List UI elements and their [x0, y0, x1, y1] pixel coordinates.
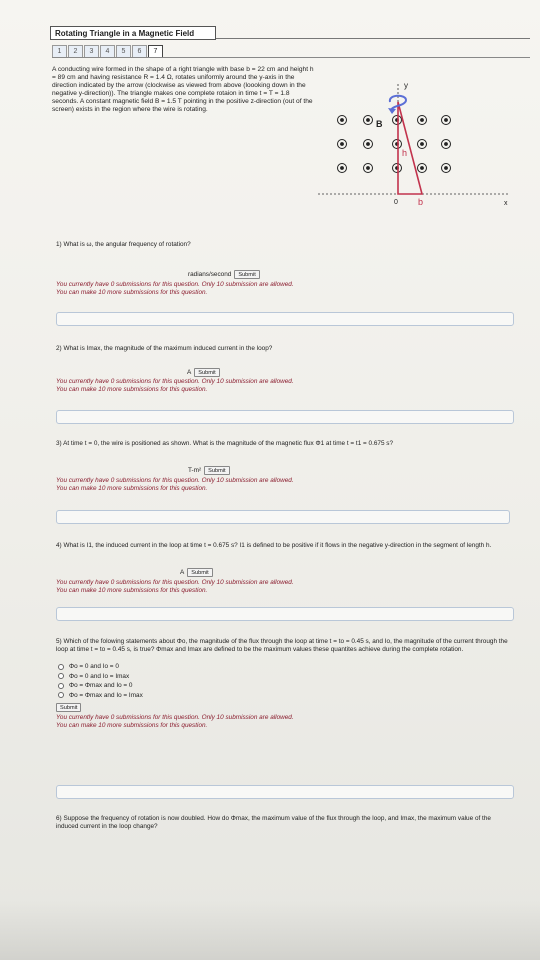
question-5-note-line2: You can make 10 more submissions for this question.	[56, 721, 208, 729]
tab-5[interactable]: 5	[116, 45, 131, 58]
question-2-note-line2: You can make 10 more submissions for this question.	[56, 385, 208, 393]
question-1-answer-row	[188, 270, 260, 279]
radio-button[interactable]	[58, 673, 64, 679]
magnetic-field-dots	[338, 116, 451, 173]
question-5-option-4[interactable]	[58, 691, 143, 701]
x-axis-label: x	[504, 200, 508, 207]
question-3-unit: T-m²	[188, 467, 202, 474]
rotation-arrow-head	[388, 108, 396, 114]
tabs-divider	[52, 57, 530, 58]
question-4-text: 4) What is I1, the induced current in the loop at time t = 0.675 s? I1 is defined to be positive if it flows in the negative y-direction in the segment of length h.	[56, 542, 492, 549]
radio-button[interactable]	[58, 683, 64, 689]
question-1-note-line2: You can make 10 more submissions for this question.	[56, 288, 208, 296]
question-1-note	[56, 281, 496, 296]
question-5-note	[56, 714, 496, 729]
question-3-feedback-box	[56, 510, 510, 524]
y-axis-label: y	[404, 81, 408, 90]
tab-2[interactable]: 2	[68, 45, 83, 58]
question-4-note-line2: You can make 10 more submissions for this question.	[56, 586, 208, 594]
question-2-unit: A	[187, 369, 192, 376]
question-4-answer-row	[180, 568, 213, 577]
question-5-option-2-label: Φo = 0 and Io = Imax	[69, 672, 130, 680]
problem-statement: A conducting wire formed in the shape of a right triangle with base b = 22 cm and height h = 89 cm and having resistance R = 1.4 Ω, rotates uniformly around the y-axis in the direction indicated by the arrow (clockwise as viewed from above (loooking down in the negative y-direction)). The triangle makes one complete rotaion in time t = T = 1.8 seconds. A constant magnetic field B = 1.5 T pointing in the positive z-direction (out of the screen) exists in the region where the wire is rotating.	[52, 66, 314, 114]
question-2-text: 2) What is Imax, the magnitude of the maximum induced current in the loop?	[56, 345, 273, 352]
title-divider	[216, 38, 530, 39]
question-3-note-line1: You currently have 0 submissions for this question. Only 10 submission are allowed.	[56, 477, 294, 484]
question-4-note	[56, 579, 496, 594]
tab-7[interactable]: 7	[148, 45, 163, 58]
question-2-note	[56, 378, 496, 393]
question-6-text: 6) Suppose the frequency of rotation is now doubled. How do Φmax, the maximum value of the flux through the loop, and Imax, the maximum value of the induced current in the loop change?	[56, 815, 491, 830]
b-field-label: B	[376, 119, 383, 129]
question-3-note-line2: You can make 10 more submissions for this question.	[56, 484, 208, 492]
base-label: b	[418, 197, 424, 207]
photo-shadow	[0, 900, 540, 960]
question-2-answer-row	[187, 368, 220, 377]
radio-button[interactable]	[58, 692, 64, 698]
question-5-text: 5) Which of the folowing statements about Φo, the magnitude of the flux through the loop at time t = to = 0.45 s, and Io, the magnitude of the current through the loop at time t = to = 0.45 s, is true? Φmax and Imax are defined to be the maximum values these quantites achieve during the complete rotation.	[56, 638, 508, 653]
origin-label: 0	[394, 199, 398, 206]
question-5-note-line1: You currently have 0 submissions for this question. Only 10 submission are allowed.	[56, 714, 294, 721]
question-3-submit-button[interactable]: Submit	[204, 466, 229, 475]
triangle-field-diagram	[318, 80, 518, 210]
question-5-option-1[interactable]	[58, 662, 143, 672]
question-5-feedback-box	[56, 785, 514, 799]
height-label: h	[402, 148, 408, 158]
question-1-unit: radians/second	[188, 271, 232, 278]
question-3-answer-row	[188, 466, 230, 475]
question-1-note-line1: You currently have 0 submissions for this question. Only 10 submission are allowed.	[56, 281, 294, 288]
question-4-feedback-box	[56, 607, 514, 621]
question-2-note-line1: You currently have 0 submissions for this question. Only 10 submission are allowed.	[56, 378, 294, 385]
radio-button[interactable]	[58, 664, 64, 670]
question-4-note-line1: You currently have 0 submissions for this question. Only 10 submission are allowed.	[56, 579, 294, 586]
question-5-options	[58, 662, 143, 700]
question-4-submit-button[interactable]: Submit	[187, 568, 212, 577]
question-4-unit: A	[180, 569, 185, 576]
question-2-feedback-box	[56, 410, 514, 424]
question-5-option-3-label: Φo = Φmax and Io = 0	[69, 682, 133, 690]
question-1-feedback-box	[56, 312, 514, 326]
tab-1[interactable]: 1	[52, 45, 67, 58]
question-3-note	[56, 477, 496, 492]
tab-4[interactable]: 4	[100, 45, 115, 58]
question-5-option-1-label: Φo = 0 and Io = 0	[69, 663, 119, 671]
tab-3[interactable]: 3	[84, 45, 99, 58]
question-3-text: 3) At time t = 0, the wire is positioned as shown. What is the magnitude of the magnetic flux Φ1 at time t = t1 = 0.675 s?	[56, 440, 394, 447]
page-title: Rotating Triangle in a Magnetic Field	[50, 26, 216, 40]
question-2-submit-button[interactable]: Submit	[194, 368, 219, 377]
question-5-option-4-label: Φo = Φmax and Io = Imax	[69, 691, 143, 699]
question-5-option-2[interactable]	[58, 672, 143, 682]
question-5-submit-button[interactable]: Submit	[56, 703, 81, 712]
tab-6[interactable]: 6	[132, 45, 147, 58]
question-1-text: 1) What is ω, the angular frequency of rotation?	[56, 241, 191, 248]
question-1-submit-button[interactable]: Submit	[234, 270, 259, 279]
question-5-option-3[interactable]	[58, 681, 143, 691]
